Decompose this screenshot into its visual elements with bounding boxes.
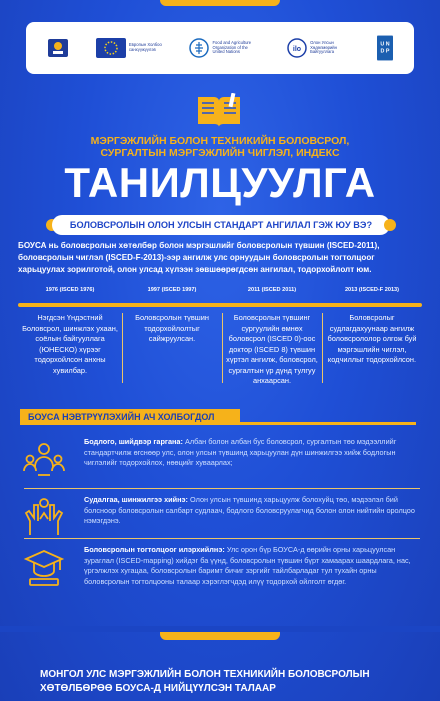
svg-text:D P: D P xyxy=(380,48,390,55)
ilo-logo xyxy=(287,38,350,58)
ilo-emblem-icon xyxy=(287,38,307,58)
undp-logo xyxy=(377,35,393,61)
policy-people-icon xyxy=(22,437,66,481)
graduate-icon xyxy=(22,545,66,589)
timeline-year: 2013 (ISCED-F 2013) xyxy=(344,287,400,293)
timeline-year: 2011 (ISCED 2011) xyxy=(247,287,297,293)
section-title: БОУСА НЭВТРҮҮЛЭХИЙН АЧ ХОЛБОГДОЛ xyxy=(20,409,240,425)
benefit-title: Судалгаа, шинжилгээ хийнэ: xyxy=(84,495,188,504)
ministry-emblem-icon xyxy=(47,38,69,58)
benefit-body: Улс орон бүр БОУСА-д өөрийн орны харьцуулсан зураглал (ISCED-mapping) хийдэг ба үүнд, боловсролын түвшин бүрт хамаарах шаардлага, нас, үргэлжлэх хугацаа, боловсролын баримт бичиг зэргийг тайлбарладаг тул тухайн орны боловсролын тогтолцооны талаар хэрэглэгчдэд илүү тодорхой ойлголт өгдөг. xyxy=(84,545,411,586)
fao-logo xyxy=(189,38,260,58)
benefit-title: Бодлого, шийдвэр гаргана: xyxy=(84,437,183,446)
benefit-text xyxy=(84,437,420,469)
bottom-accent-tab xyxy=(160,632,280,640)
benefit-title: Боловсролын тогтолцоог илэрхийлнэ: xyxy=(84,545,225,554)
question-dot-right xyxy=(384,219,396,231)
item-divider xyxy=(24,538,420,539)
svg-text:ilo: ilo xyxy=(292,46,302,53)
intro-paragraph: БОУСА нь боловсролын хөтөлбөр болон мэргэшлийг боловсролын түвшин (ISCED-2011), боловсролын чиглэл (ISCED-F-2013)-ээр ангилж улс орнуудын боловсролын тогтолцоог харьцуулах зорилготой, олон улсад хүлээн зөвшөөрөгдсөн ангилал, тодорхойлолт юм. xyxy=(18,241,380,274)
benefit-body: Албан болон албан бус боловсрол, сургалтын төо мэдээллийг стандартчилж өгснөөр улс, олон улсын түвшинд харьцуулан дүн шинжилгээ хийж бодлогын чиглэлийг тодорхойлох, нөөцийг хуваарлах; xyxy=(84,437,397,468)
timeline-text: Боловсролыг судлагдахуунаар ангилж боловсрололор олгож буй мэргэшлийн чиглэл, кодчиллыг тодорхойлсон. xyxy=(327,313,417,364)
fao-caption: Food and Agriculture Organization of the United Nations xyxy=(212,39,252,55)
footer-heading: МОНГОЛ УЛС МЭРГЭЖЛИЙН БОЛОН ТЕХНИКИЙН БОЛОВСРОЛЫН ХӨТӨЛБӨРӨӨ БОУСА-Д НИЙЦҮҮЛСЭН ТАЛААР xyxy=(40,669,370,694)
eu-flag-icon xyxy=(96,38,126,58)
benefit-body: Олон улсын түвшинд харьцуулж болохуйц төо, мэдээлэл бий болсноор боловсролын салбарт судлаач, бодлого боловсруулагчид болон олон нийтийн оролцоо нэмэгдэнэ. xyxy=(84,495,415,526)
mn-ministry-logo xyxy=(47,38,69,58)
hero-subtitle-line2: СУРГАЛТЫН МЭРГЭЖЛИЙН ЧИГЛЭЛ, ИНДЕКС xyxy=(100,147,340,159)
timeline-divider xyxy=(222,313,223,383)
ilo-caption: Олон Улсын Хөдөлмөрийн Байгууллага xyxy=(310,39,337,55)
question-banner: БОЛОВСРОЛЫН ОЛОН УЛСЫН СТАНДАРТ АНГИЛАЛ ГЭЖ ЮУ ВЭ? xyxy=(52,215,390,235)
fao-emblem-icon xyxy=(189,38,209,58)
undp-emblem-icon xyxy=(377,35,393,61)
timeline-line xyxy=(18,303,422,307)
logo-strip xyxy=(26,22,414,74)
timeline-year: 1997 (ISCED 1997) xyxy=(147,287,197,293)
hands-raised-icon xyxy=(22,495,66,539)
timeline-text: Нэгдсэн Үндэстний Боловсрол, шинжлэх ухаан, соёлын байгууллага (ЮНЕСКО) хүрээг тодорхойлсон анхны хувилбар. xyxy=(22,313,118,375)
section-header xyxy=(20,409,416,425)
benefit-text xyxy=(84,495,420,527)
page-title: ТАНИЛЦУУЛГА xyxy=(64,159,376,206)
timeline-text: Боловсролын түвшин тодорхойлолтыг сайжруулсан. xyxy=(135,313,209,343)
top-accent-tab xyxy=(160,0,280,6)
svg-text:U N: U N xyxy=(380,41,390,48)
eu-caption: Европын Холбоо санхүүжүүлэв xyxy=(128,42,162,52)
timeline-divider xyxy=(322,313,323,383)
timeline-text: Боловсролын түвшинг сургуулийн өмнөх боловсрол (ISCED 0)-оос доктор (ISCED 8) түвшин хүртэл ангилж, боловсрол, сургалтын үр дүнд тулгуу анхаарсан. xyxy=(226,313,318,385)
timeline-divider xyxy=(122,313,123,383)
hero-subtitle xyxy=(40,135,400,159)
hero-subtitle-line1: МЭРГЭЖЛИЙН БОЛОН ТЕХНИКИЙН БОЛОВСРОЛ, xyxy=(90,135,350,147)
isced-timeline xyxy=(18,285,422,389)
book-pencil-icon xyxy=(196,93,242,129)
eu-logo xyxy=(96,38,163,58)
timeline-year: 1976 (ISCED 1976) xyxy=(45,287,95,293)
item-divider xyxy=(24,488,420,489)
benefit-text xyxy=(84,545,420,587)
